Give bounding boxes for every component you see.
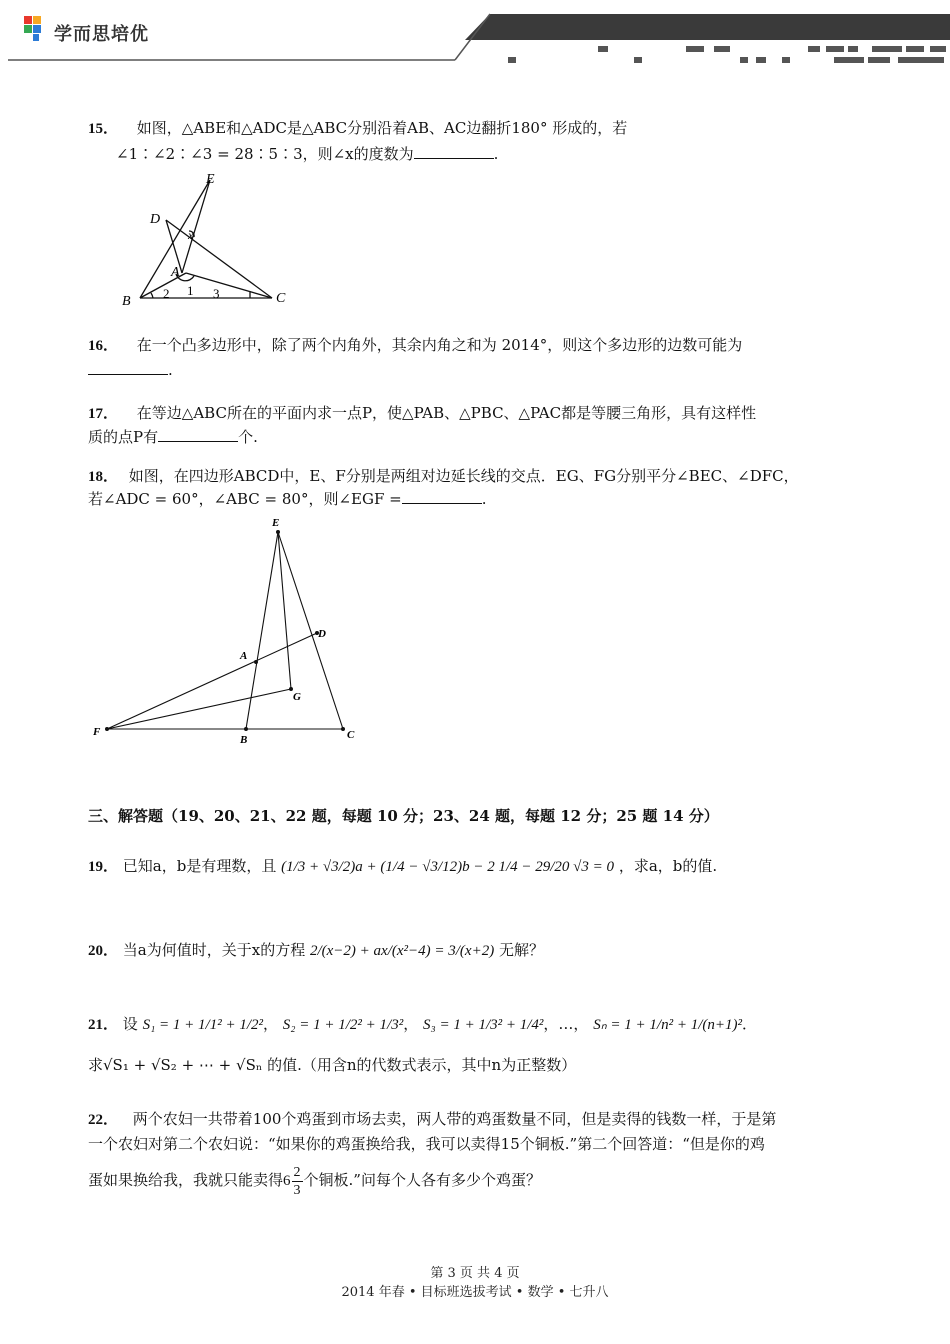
label-D: D — [150, 212, 161, 227]
question-22-line3: 蛋如果换给我，我就只能卖得6 $\frac{2}{3}$ 个铜板.”问每个人各有多少个鸡蛋？ — [88, 1164, 541, 1198]
section-3-heading: 三、解答题（19、20、21、22 题，每题 10 分；23、24 题，每题 12 分；25 题 14 分） — [88, 807, 719, 825]
answer-blank — [88, 360, 168, 375]
label-C: C — [276, 291, 286, 306]
question-17-line1 — [88, 400, 756, 427]
label-G: G — [293, 691, 301, 703]
question-18-line2: 若∠ADC = 60°，∠ABC = 80°，则∠EGF = . — [88, 490, 487, 508]
question-text: 在等边△ABC所在的平面内求一点P，使△PAB、△PBC、△PAC都是等腰三角形，具有这样性 — [136, 404, 757, 422]
label-3: 3 — [213, 286, 220, 301]
question-text: 若∠ADC = 60°，∠ABC = 80°，则∠EGF = — [88, 490, 402, 508]
question-22-line2: 一个农妇对第二个农妇说：“如果你的鸡蛋换给我，我可以卖得15个铜板.”第二个回答道：“但是你的鸡 — [88, 1135, 765, 1153]
question-number: 21． — [88, 1017, 119, 1033]
question-text: ∠1∶∠2∶∠3 = 28∶5∶3，则∠x的度数为 — [116, 145, 414, 163]
equation-s1: S₁ = 1 + 1/1² + 1/2² — [142, 1017, 264, 1033]
footer-exam-title: 2014 年春 • 目标班选拔考试 • 数学 • 七升八 — [341, 1285, 609, 1300]
question-text: 如图，在四边形ABCD中，E、F分别是两组对边延长线的交点．EG、FG分别平分∠BEC、∠DFC， — [128, 467, 799, 485]
question-number: 22． — [88, 1112, 119, 1128]
question-number: 20． — [88, 943, 119, 959]
equation-sn: Sₙ = 1 + 1/n² + 1/(n+1)² — [593, 1017, 742, 1033]
answer-blank — [402, 489, 482, 504]
mixed-number-fraction: $\frac{2}{3}$ — [293, 1164, 301, 1198]
question-number: 15． — [88, 121, 119, 137]
label-A: A — [240, 650, 248, 662]
label-x: x — [188, 228, 194, 242]
mixed-number-whole: 6 — [283, 1173, 291, 1189]
question-20: 20． 当a为何值时，关于x的方程 2/(x−2) + ax/(x²−4) = 3/(x+2) 无解？ — [88, 941, 544, 959]
equation: 2/(x−2) + ax/(x²−4) = 3/(x+2) — [309, 943, 495, 959]
question-21-line1: 21． 设 S₁ = 1 + 1/1² + 1/2²， S₂ = 1 + 1/2² + 1/3²， S₃ = 1 + 1/3² + 1/4²，…， Sₙ = 1 + 1/n² + 1/(n+1)²． — [88, 1015, 758, 1033]
question-15-line2: ∠1∶∠2∶∠3 = 28∶5∶3，则∠x的度数为 . — [116, 145, 499, 163]
question-number: 19． — [88, 859, 119, 875]
label-B: B — [122, 294, 131, 309]
equation: (1/3 + √3/2)a + (1/4 − √3/12)b − 2 1/4 − 29/20 √3 = 0 — [281, 859, 615, 875]
label-1: 1 — [187, 283, 194, 298]
label-2: 2 — [163, 286, 170, 301]
label-E: E — [206, 172, 215, 187]
label-D: D — [318, 628, 326, 640]
label-E: E — [272, 517, 280, 529]
label-C: C — [347, 729, 355, 741]
question-number: 16． — [88, 338, 119, 354]
label-B: B — [240, 734, 248, 746]
equation-s3: S₃ = 1 + 1/3² + 1/4² — [423, 1017, 544, 1033]
question-number: 18． — [88, 469, 119, 485]
header — [0, 0, 950, 70]
question-22-line1: 22． 两个农妇一共带着100个鸡蛋到市场去卖，两人带的鸡蛋数量不同，但是卖得的钱数一样，于是第 — [88, 1110, 777, 1128]
question-text: 在一个凸多边形中，除了两个内角外，其余内角之和为 2014°，则这个多边形的边数可能为 — [136, 336, 743, 354]
question-16-line1 — [88, 332, 742, 359]
header-band — [0, 0, 950, 70]
question-19: 19． 已知a，b是有理数，且 (1/3 + √3/2)a + (1/4 − √3/12)b − 2 1/4 − 29/20 √3 = 0 ，求a，b的值. — [88, 857, 718, 875]
figure-18 — [85, 512, 375, 752]
question-text: 如图，△ABE和△ADC是△ABC分别沿着AB、AC边翻折180° 形成的，若 — [136, 119, 628, 137]
equation-s2: S₂ = 1 + 1/2² + 1/3² — [282, 1017, 404, 1033]
brand-name: 学而思培优 — [54, 24, 149, 45]
label-A: A — [171, 265, 180, 280]
question-number: 17． — [88, 406, 119, 422]
answer-blank — [414, 144, 494, 159]
answer-blank — [158, 427, 238, 442]
question-17-line2: 质的点P有 个. — [88, 428, 258, 446]
label-F: F — [93, 726, 101, 738]
figure-15 — [110, 165, 310, 313]
footer-page-number: 第 3 页 共 4 页 — [430, 1266, 520, 1281]
question-16-line2: . — [88, 357, 173, 383]
question-15-line1 — [88, 115, 627, 142]
question-21-line2: 求√S₁ + √S₂ + ⋯ + √Sₙ 的值.（用含n的代数式表示，其中n为正整数） — [88, 1056, 577, 1074]
